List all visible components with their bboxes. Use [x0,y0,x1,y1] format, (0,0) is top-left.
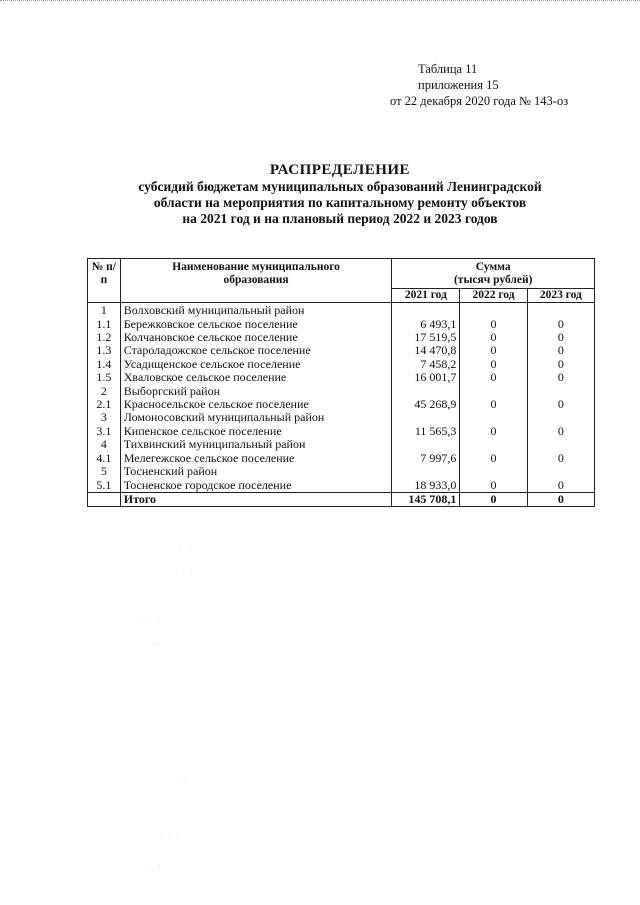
total-label: Итого [120,492,392,506]
scan-noise: · · [148,640,161,648]
row-2022 [460,411,527,424]
row-2022: 0 [460,318,527,331]
row-2021: 17 519,5 [392,331,460,344]
row-2023: 0 [527,452,594,465]
table-row [88,371,595,384]
total-2023: 0 [527,492,594,506]
row-name: Мелегежское сельское поселение [120,452,392,465]
row-name: Ломоносовский муниципальный район [120,411,392,424]
row-num: 4.1 [88,452,121,465]
row-2023 [527,411,594,424]
table-row [88,331,595,344]
row-2022: 0 [460,371,527,384]
scan-noise: · ·: [178,545,196,553]
row-name: Тосненский район [120,465,392,478]
scan-top-edge [0,0,640,3]
scan-noise: · · · [140,615,162,623]
row-2022: 0 [460,344,527,357]
row-2022: 0 [460,398,527,411]
row-2023: 0 [527,358,594,371]
document-title [60,162,620,227]
row-2022: 0 [460,452,527,465]
scan-noise: · · [150,862,163,870]
table-row [88,425,595,438]
row-2022: 0 [460,479,527,493]
title-line-2: области на мероприятия по капитальному ремонту объектов [153,195,527,210]
row-2021 [392,385,460,398]
row-name: Староладожское сельское поселение [120,344,392,357]
row-num: 1.1 [88,318,121,331]
table-row [88,344,595,357]
scan-noise: · · [182,568,195,576]
row-2023 [527,385,594,398]
row-2022: 0 [460,331,527,344]
row-name: Хваловское сельское поселение [120,371,392,384]
subsidy-table [87,258,595,507]
row-name: Кипенское сельское поселение [120,425,392,438]
table-row [88,358,595,371]
total-2021: 145 708,1 [392,492,460,506]
row-name: Усадищенское сельское поселение [120,358,392,371]
row-num: 1.3 [88,344,121,357]
appendix-reference [390,61,568,109]
table-row [88,438,595,451]
row-2022: 0 [460,425,527,438]
total-row [88,492,595,506]
table-row [88,318,595,331]
row-2023: 0 [527,371,594,384]
table-row [88,398,595,411]
row-2021: 11 565,3 [392,425,460,438]
header-name: Наименование муниципального образования [120,259,392,303]
row-2021: 14 470,8 [392,344,460,357]
row-2023: 0 [527,398,594,411]
title-line-3: на 2021 год и на плановый период 2022 и 2023 годов [182,211,498,226]
row-name: Тосненское городское поселение [120,479,392,493]
header-2022: 2022 год [460,288,527,302]
row-num: 5 [88,465,121,478]
row-2021: 7 458,2 [392,358,460,371]
header-sum-unit: (тысяч рублей) [453,274,533,287]
row-2022 [460,303,527,318]
row-2021: 6 493,1 [392,318,460,331]
row-name: Бережковское сельское поселение [120,318,392,331]
row-name: Колчановское сельское поселение [120,331,392,344]
row-2023: 0 [527,344,594,357]
row-2023 [527,465,594,478]
total-2022: 0 [460,492,527,506]
row-num: 1 [88,303,121,318]
header-num: № п/п [88,259,121,303]
row-2021: 18 933,0 [392,479,460,493]
row-num: 2.1 [88,398,121,411]
row-2023: 0 [527,479,594,493]
reference-law: от 22 декабря 2020 года № 143-оз [390,94,569,108]
table-row [88,452,595,465]
row-2022 [460,465,527,478]
row-2021 [392,465,460,478]
row-name: Тихвинский муниципальный район [120,438,392,451]
row-num: 3 [88,411,121,424]
row-2021: 45 268,9 [392,398,460,411]
row-num: 4 [88,438,121,451]
row-2021 [392,438,460,451]
header-sum-label: Сумма [475,261,511,273]
row-name: Выборгский район [120,385,392,398]
reference-table-number: Таблица 11 [418,62,478,76]
header-2021: 2021 год [392,288,460,302]
row-num: 2 [88,385,121,398]
row-num: 3.1 [88,425,121,438]
row-2021 [392,303,460,318]
scan-noise: · · [175,775,188,783]
row-num: 1.4 [88,358,121,371]
scan-noise: · · · [160,830,182,838]
title-line-1: субсидий бюджетам муниципальных образований Ленинградской [138,179,542,194]
table-row [88,479,595,493]
row-num: 1.2 [88,331,121,344]
row-2022 [460,385,527,398]
row-2021: 7 997,6 [392,452,460,465]
row-num: 1.5 [88,371,121,384]
row-2023: 0 [527,425,594,438]
row-num: 5.1 [88,479,121,493]
table-row [88,411,595,424]
row-2022: 0 [460,358,527,371]
reference-appendix: приложения 15 [418,78,499,92]
title-main: РАСПРЕДЕЛЕНИЕ [269,162,411,178]
header-2023: 2023 год [527,288,594,302]
table-row [88,465,595,478]
row-2023 [527,438,594,451]
row-2021: 16 001,7 [392,371,460,384]
total-num-cell [88,492,121,506]
row-2021 [392,411,460,424]
row-2023: 0 [527,318,594,331]
row-name: Красносельское сельское поселение [120,398,392,411]
table-row [88,385,595,398]
header-sum [392,259,595,289]
table-row [88,303,595,318]
table-body [88,303,595,493]
row-2023: 0 [527,331,594,344]
row-2022 [460,438,527,451]
row-name: Волховский муниципальный район [120,303,392,318]
row-2023 [527,303,594,318]
